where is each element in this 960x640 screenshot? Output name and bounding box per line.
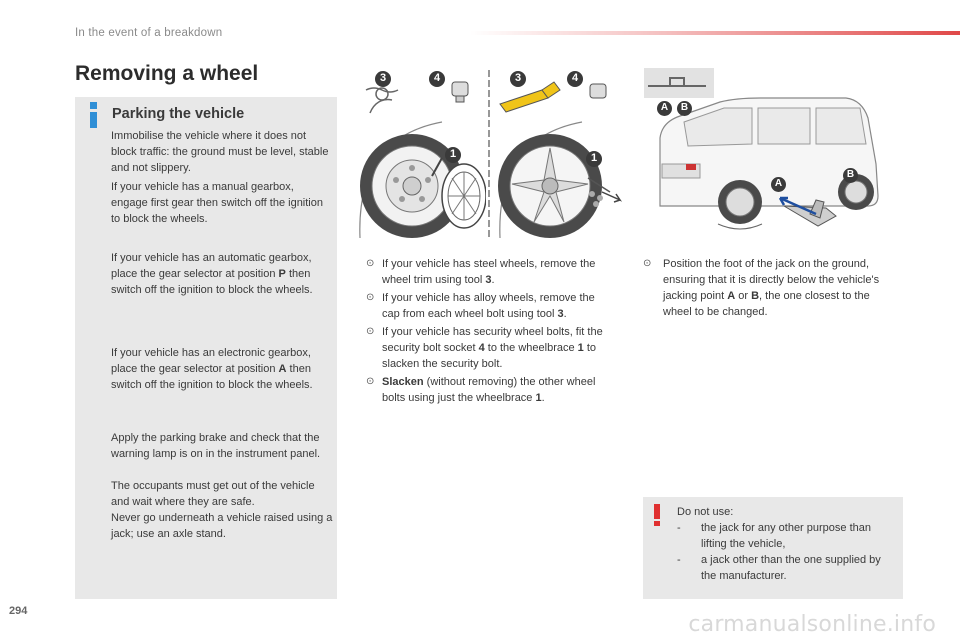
- warning-item: - a jack other than the one supplied by the manufacturer.: [677, 554, 881, 582]
- section-header: In the event of a breakdown: [75, 27, 223, 39]
- tool-3-label: 3: [514, 72, 522, 84]
- bullet-icon: ⊙: [643, 258, 652, 269]
- header-accent-bar: [470, 31, 960, 35]
- wheelbrace-1-label: 1: [449, 148, 457, 160]
- parking-paragraph: Never go underneath a vehicle raised using a jack; use an axle stand.: [111, 512, 333, 540]
- alloy-wheel-illustration: [492, 68, 626, 240]
- list-item: ⊙ If your vehicle has security wheel bolts, fit the security bolt socket 4 to the wheelbrace 1 to slacken the security bolt.: [366, 326, 603, 370]
- jack-position-step: ⊙ Position the foot of the jack on the ground, ensuring that it is directly below the vehicle's jacking point A or B, the one closest to the wheel to be changed.: [643, 258, 880, 318]
- bullet-icon: ⊙: [366, 326, 375, 337]
- jacking-point-a-label: A: [774, 178, 783, 189]
- info-icon: [87, 102, 101, 128]
- bullet-icon: ⊙: [366, 292, 375, 303]
- bullet-icon: ⊙: [366, 258, 375, 269]
- tool-4-label: 4: [571, 72, 579, 84]
- list-item: ⊙ Slacken (without removing) the other wheel bolts using just the wheelbrace 1.: [366, 376, 596, 404]
- divider-line: [486, 70, 492, 238]
- tool-3-label: 3: [379, 72, 387, 84]
- tool-4-label: 4: [433, 72, 441, 84]
- warning-item: - the jack for any other purpose than lifting the vehicle,: [677, 522, 871, 550]
- steel-wheel-illustration: [352, 68, 486, 240]
- page-title: Removing a wheel: [75, 62, 259, 85]
- warning-title: Do not use:: [677, 506, 734, 518]
- jacking-point-a-label: A: [660, 102, 669, 113]
- parking-info-panel: [75, 97, 337, 599]
- van-jack-illustration: [640, 68, 902, 240]
- parking-section-title: Parking the vehicle: [112, 106, 245, 122]
- wheel-steps-list: [366, 256, 611, 408]
- bullet-icon: ⊙: [366, 376, 375, 387]
- wheelbrace-1-label: 1: [590, 152, 598, 164]
- parking-paragraph: If your vehicle has a manual gearbox, engage first gear then switch off the ignition to block the wheels.: [111, 181, 323, 225]
- footer-watermark: carmanualsonline.info: [688, 612, 936, 637]
- parking-paragraph: Apply the parking brake and check that the warning lamp is on in the instrument panel.: [111, 432, 321, 460]
- jacking-point-b-label: B: [680, 102, 689, 113]
- parking-paragraph: If your vehicle has an electronic gearbox, place the gear selector at position A then switch off the ignition to block the wheels.: [111, 347, 313, 391]
- parking-paragraph: Immobilise the vehicle where it does not block traffic: the ground must be level, stable and not slippery.: [111, 130, 329, 174]
- warning-box: [643, 497, 903, 599]
- jacking-point-b-label: B: [846, 169, 855, 180]
- list-item: ⊙ If your vehicle has alloy wheels, remove the cap from each wheel bolt using tool 3.: [366, 292, 595, 320]
- warning-icon: [653, 504, 661, 526]
- page-number: 294: [9, 605, 28, 617]
- parking-paragraph: The occupants must get out of the vehicle and wait where they are safe.: [111, 480, 315, 508]
- list-item: ⊙ If your vehicle has steel wheels, remove the wheel trim using tool 3.: [366, 258, 596, 286]
- parking-paragraph: If your vehicle has an automatic gearbox, place the gear selector at position P then switch off the ignition to block the wheels.: [111, 252, 313, 296]
